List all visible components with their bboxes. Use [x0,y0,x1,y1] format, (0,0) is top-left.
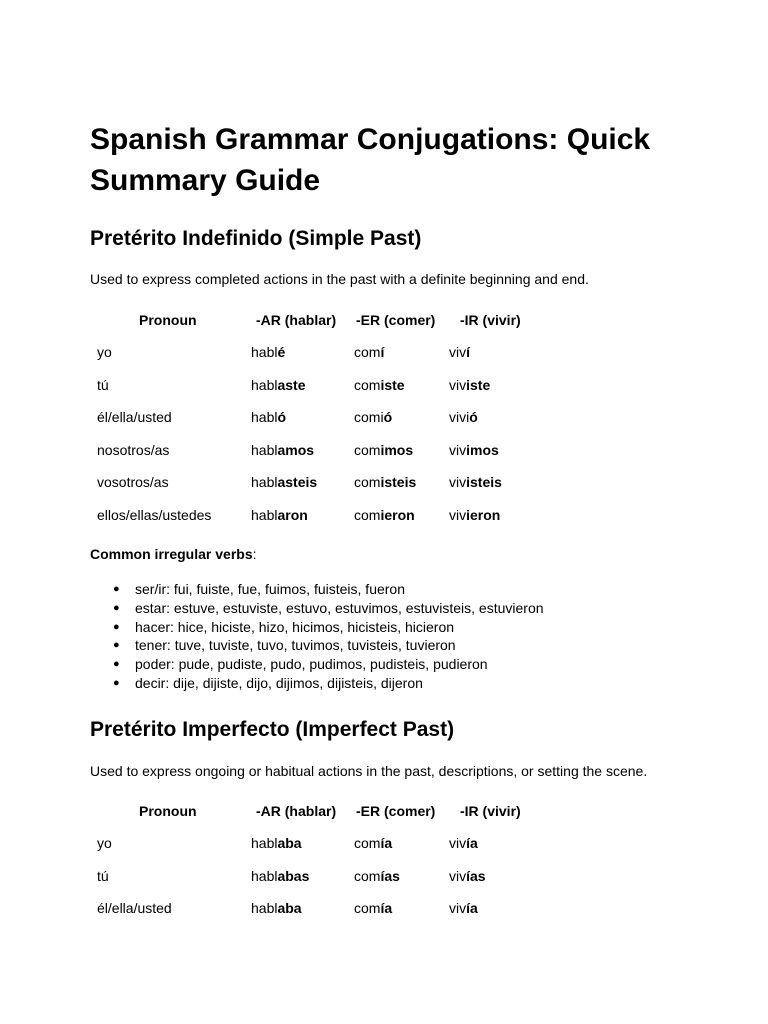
irregular-verbs-colon: : [252,546,257,562]
verb-stem: viv [449,474,467,491]
irregular-verb-text: poder: pude, pudiste, pudo, pudimos, pudisteis, pudieron [135,656,488,673]
header-er: -ER (comer) [356,803,436,819]
table-row [90,375,590,395]
verb-stem: habl [251,900,278,917]
header-ir: -IR (vivir) [460,312,521,328]
conjugation-cell-ir [449,407,478,427]
verb-stem: vivi [449,409,470,426]
conjugation-cell-ar [251,898,302,918]
section-description: Used to express completed actions in the past with a definite beginning and end. [90,271,589,287]
verb-stem: habl [251,835,278,851]
verb-stem: com [354,900,381,917]
verb-ending: abas [277,867,310,884]
list-item [90,599,544,618]
verb-ending: amos [277,441,315,458]
header-pronoun: Pronoun [139,312,197,328]
verb-ending: ía [380,900,393,917]
conjugation-cell-ar [251,833,302,853]
table-row [90,866,590,886]
verb-ending: ía [466,835,478,851]
irregular-verb-text: hacer: hice, hiciste, hizo, hicimos, hicisteis, hicieron [135,618,455,635]
verb-ending: isteis [466,474,502,491]
conjugation-cell-ar [251,505,308,525]
conjugation-cell-er [354,440,413,460]
bullet-icon: ● [113,639,120,652]
verb-ending: ieron [466,507,501,523]
verb-stem: habl [251,474,278,491]
conjugation-cell-ar [251,407,286,427]
verb-stem: com [354,376,381,393]
verb-stem: habl [251,409,278,426]
pronoun-cell: tú [97,867,109,884]
conjugation-cell-er [354,407,392,427]
pronoun-cell: tú [97,376,109,393]
conjugation-cell-ir [449,375,490,395]
verb-ending: iste [466,376,491,393]
verb-ending: í [466,344,471,360]
verb-ending: ó [277,409,287,426]
conjugation-cell-ir [449,440,499,460]
verb-ending: ó [383,409,393,426]
table-row [90,833,590,853]
conjugation-cell-ir [449,472,502,492]
table-header-row [90,801,590,821]
list-item [90,674,544,693]
conjugation-cell-er [354,505,415,525]
list-item [90,636,544,655]
list-item [90,655,544,674]
verb-ending: í [380,344,385,360]
verb-stem: viv [449,900,467,917]
verb-stem: viv [449,867,467,884]
irregular-verb-text: tener: tuve, tuviste, tuvo, tuvimos, tuvisteis, tuvieron [135,637,456,654]
irregular-verbs-list [90,580,544,693]
table-row [90,505,590,525]
header-pronoun: Pronoun [139,803,197,819]
verb-ending: aron [277,507,308,523]
bullet-icon: ● [113,620,120,633]
page-title: Spanish Grammar Conjugations: Quick Summary Guide [90,123,651,197]
verb-ending: ieron [380,507,415,523]
conjugation-cell-ir [449,898,478,918]
header-ar: -AR (hablar) [256,803,337,819]
verb-stem: com [354,835,381,851]
table-row [90,342,590,362]
pronoun-cell: nosotros/as [97,441,170,458]
verb-stem: com [354,507,381,523]
irregular-verb-text: decir: dije, dijiste, dijo, dijimos, dijisteis, dijeron [135,674,423,691]
conjugation-cell-ir [449,866,486,886]
table-header-row [90,310,590,330]
verb-ending: ía [380,835,393,851]
bullet-icon: ● [113,676,120,689]
verb-stem: com [354,441,381,458]
verb-ending: aba [277,835,302,851]
verb-stem: viv [449,344,467,360]
verb-stem: viv [449,835,467,851]
section-description: Used to express ongoing or habitual actions in the past, descriptions, or setting the scene. [90,763,648,779]
header-er: -ER (comer) [356,312,436,328]
conjugation-cell-ir [449,833,478,853]
conjugation-cell-ar [251,375,306,395]
conjugation-cell-er [354,342,384,362]
bullet-icon: ● [113,658,120,671]
conjugation-cell-ar [251,472,317,492]
verb-stem: com [354,474,381,491]
pronoun-cell: ellos/ellas/ustedes [97,507,212,523]
pronoun-cell: él/ella/usted [97,409,172,426]
verb-stem: habl [251,867,278,884]
verb-stem: habl [251,441,278,458]
verb-ending: ías [466,867,486,884]
verb-ending: é [277,344,286,360]
irregular-verb-text: estar: estuve, estuviste, estuvo, estuvimos, estuvisteis, estuvieron [135,599,544,616]
conjugation-cell-ar [251,440,314,460]
conjugation-cell-er [354,898,392,918]
bullet-icon: ● [113,601,120,614]
verb-ending: asteis [277,474,318,491]
header-ar: -AR (hablar) [256,312,337,328]
section-heading-preterito-indefinido: Pretérito Indefinido (Simple Past) [90,227,422,250]
irregular-verbs-label [90,545,257,563]
irregular-verb-text: ser/ir: fui, fuiste, fue, fuimos, fuisteis, fueron [135,581,405,597]
conjugation-cell-ir [449,505,500,525]
conjugation-cell-ar [251,342,285,362]
conjugation-cell-ir [449,342,470,362]
verb-ending: ía [466,900,478,917]
verb-stem: habl [251,344,278,360]
pronoun-cell: él/ella/usted [97,900,172,917]
table-row [90,407,590,427]
verb-stem: comi [354,409,384,426]
pronoun-cell: yo [97,835,112,851]
list-item [90,580,544,599]
section-heading-preterito-imperfecto: Pretérito Imperfecto (Imperfect Past) [90,718,455,741]
pronoun-cell: vosotros/as [97,474,169,491]
verb-stem: viv [449,507,467,523]
verb-stem: com [354,867,381,884]
table-row [90,898,590,918]
bullet-icon: ● [113,583,120,595]
verb-ending: isteis [380,474,417,491]
conjugation-cell-er [354,472,416,492]
verb-ending: iste [380,376,405,393]
list-item [90,618,544,637]
verb-ending: aba [277,900,302,917]
conjugation-cell-er [354,866,400,886]
irregular-verbs-label-bold: Common irregular verbs [90,546,253,562]
verb-stem: viv [449,441,467,458]
conjugation-cell-ar [251,866,309,886]
verb-ending: imos [466,441,499,458]
verb-stem: habl [251,507,278,523]
pronoun-cell: yo [97,344,112,360]
verb-ending: ó [469,409,478,426]
conjugation-cell-er [354,833,392,853]
table-row [90,472,590,492]
verb-ending: ías [380,867,400,884]
verb-stem: viv [449,376,467,393]
header-ir: -IR (vivir) [460,803,521,819]
verb-stem: habl [251,376,278,393]
table-row [90,440,590,460]
verb-stem: com [354,344,381,360]
conjugation-cell-er [354,375,405,395]
verb-ending: imos [380,441,414,458]
verb-ending: aste [277,376,306,393]
